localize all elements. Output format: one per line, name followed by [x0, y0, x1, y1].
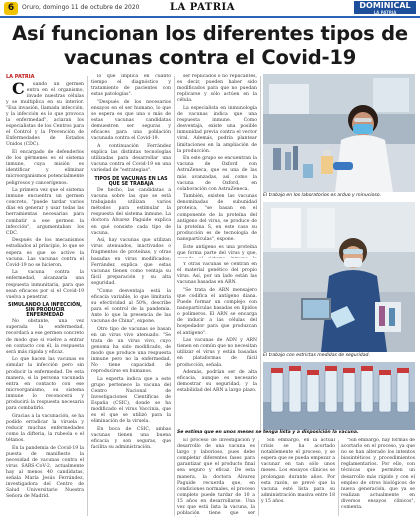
supplement-sub: LA PATRIA — [373, 10, 397, 15]
supplement-name: DOMINICAL — [359, 1, 411, 10]
photo-caption: Se estima que en unos meses se tenga lista y a disposición la vacuna. — [177, 430, 359, 435]
paragraph: La vacuna contra la enfermedad, alcanzaría una respuesta inmunitaria, para que sean eficaces por si el Covid-19 vuelva a penetrar. — [6, 270, 84, 300]
supplement-logo — [354, 1, 416, 14]
paragraph: También, existen las vacunas denominadas de subunidad proteica, "se basan en el componente de la proteína del antígeno del virus, se produce de la proteína S, en este caso su producción es de tecnología de nanopartículas", expone. — [177, 194, 257, 242]
column-divider — [87, 76, 88, 516]
paragraph: "Como desventaja está la eficacia variable, lo que limitaría su efectividad al 50%, describe para el control de la pandemia. Ante lo que la presencia de las vacunas de China", expone. — [91, 288, 171, 324]
column-divider — [258, 440, 259, 516]
article-column-3-continued — [177, 262, 257, 427]
page-header — [0, 0, 420, 18]
lab-scientist-photo — [263, 74, 415, 192]
article-column-1 — [6, 74, 84, 516]
photo-caption: El trabajo en los laboratorios es arduo y minucioso. — [263, 193, 382, 198]
issue-date: Oruro, domingo 11 de octubre de 2020 — [22, 4, 140, 11]
paragraph: Lo que hacen las vacunas es simular la infección pero sin producir la enfermedad. De esta manera, si la persona vacunada entra en contacto con ese microorganismo, su sistema inmune lo reconocerá y producirá la respuesta necesaria para combatirlo. — [6, 357, 84, 412]
article-column-3 — [177, 74, 257, 258]
vaccine-vials-photo — [263, 362, 415, 430]
paragraph: Así, hay vacunas que utilizan virus atenuados, inactivados o fragmentos de proteínas, y otras basadas en virus modificados; Ferrández explica que estas vacunas tienen como ventaja su fácil preparación y su alta seguridad. — [91, 238, 171, 286]
paragraph: Además, podrían ser de alta eficacia, aunque es necesario demostrar su seguridad, y la estabilidad del ARN a largo plazo. — [177, 370, 257, 394]
paragraph: C uando un germen entra en el organismo, invade nuestras células y se multiplica en su interior. "Esa invasión, llamada infección, y la infección es lo que provoca la enfermedad", aclaran los especialistas de los Centros para el Control y la Prevención de Enfermedades de Estados Unidos (CDC). — [6, 78, 84, 148]
section-heading: TIPOS DE VACUNAS EN LAS QUE SE TRABAJA — [94, 176, 168, 187]
paragraph: El proceso de investigación y desarrollo de una vacuna es largo y laborioso, pues debe completar diferentes fases para garantizar que el producto final sea seguro y eficaz. De esta manera, la doctora Álvarez Paguide recuerda que, en condiciones normales, el proceso completo puede tardar de 10 a 15 años en desarrollarse. Una vez que está lista la vacuna, la población tiene que ser — [177, 438, 255, 517]
photo-caption: El trabajo con estrictas medidas de seguridad. — [263, 353, 370, 358]
paragraph: Y otras vacunas se centran en el material genético del propio virus. Así, por un lado están las vacunas basadas en ARN. — [177, 262, 257, 286]
paragraph: La primera vez que el sistema inmune encuentra un germen concreto, "puede tardar varios días en generar y usar todas las herramientas necesarias para combatir a ese germen la infección", argumentaban los CDC. — [6, 188, 84, 236]
paragraph: Las vacunas de ADN y ARN tienen en común que no necesitan utilizar el virus y están basadas en plataformas de fácil producción, señala. — [177, 338, 257, 368]
paragraph: lo que implica en cuanto tiempo el diagnóstico y tratamiento de pacientes con estas patologías". — [91, 74, 171, 98]
paragraph: Otro tipo de vacunas se basan en un virus vivo atenuado. "Se trata de un virus vivo, cuyo genoma ha sido modificado, de modo que produce una respuesta inmune pero no la enfermedad. No tiene capacidad de reproducirse en humanos. — [91, 326, 171, 375]
column-divider — [338, 440, 339, 516]
bottom-column-1 — [177, 438, 255, 517]
column-divider — [174, 76, 175, 516]
paragraph: De hecho, las candidatas a vacuna sobre las que se está trabajando utilizan varios métodos para estimular la respuesta del sistema inmune. La doctora Álvarez Paguide explica en qué consiste cada tipo de vacuna. — [91, 188, 171, 236]
newspaper-name: LA PATRIA — [170, 2, 235, 13]
paragraph: En boca de CSIC, ambas vacunas tienen una buena eficacia y son seguras, que facilita su administración. — [91, 427, 171, 451]
drop-cap: C — [12, 78, 25, 98]
headline: Así funcionan los diferentes tipos de vacunas contra el Covid-19 — [12, 22, 408, 69]
paragraph: Después de los mecanismos estudiados al principio, lo que se espera es que se active la vacuna. Las vacunas contra el Covid-19 no se hicieron. — [6, 238, 84, 268]
bottom-column-2 — [261, 438, 335, 517]
kicker: LA PATRIA — [6, 74, 35, 80]
lab-safety-photo — [263, 202, 415, 352]
paragraph: "Después de los necesarios ensayos en el ser humano, lo que se espera es que una o más de estas vacunas candidatas demuestren ser seguras y eficaces para una población vacunada contra el Covid-19. — [91, 99, 171, 142]
section-heading: SIMULANDO LA INFECCIÓN, SIN PRODUCIR ENFERMEDAD — [8, 302, 82, 318]
header-divider — [0, 16, 420, 18]
paragraph: "Se trata de ARN mensajero que codifica el antígeno diana. Puede formar un complejo con nanopartículas basadas en lípidos o polímeros. El ARN se encarga de inducir a las células del hospedador para que produzcan el antígeno". — [177, 287, 257, 336]
paragraph: A continuación Ferrández explica las distintas tecnologías utilizadas para desarrollar una vacuna contra el Covid-19 en una variedad de "estrategias". — [91, 144, 171, 174]
article-column-2 — [91, 74, 171, 516]
paragraph: "Sin embargo, hay formas de acortarlo en el proceso, ya que no se han alterado los intentos biosintéticos y procedimientos reglamentarios. Por ello, con técnicas que permiten un desarrollo más rápido y con el empleo de otros biológicos de nueva generación, que ya se realizan actualmente en diversos ensayos clínicos", comenta. — [341, 438, 415, 511]
paragraph: El encargado de defenderlos de los gérmenes es el sistema inmune, cuya misión es identificar y eliminar microorganismos potencialmente peligrosos y cancerígenos. — [6, 150, 84, 186]
paragraph: En este grupo se encuentran la vacuna de Oxford con AstraZeneca, que es una de las más avanzadas, así como la vacuna de Oxford, en colaboración con AstraZeneca. — [177, 156, 257, 192]
page-number: 6 — [4, 2, 18, 15]
paragraph: Este antígeno es una proteína que forma parte del virus y que, — [177, 244, 257, 256]
paragraph: ser replicados o no replicantes, es decir, pueden haber sido modificados para que no puedan replicarse y sólo actúen en la célula. — [177, 74, 257, 104]
paragraph: Gracias a la vacunación, se ha podido erradicar la viruela y reducir muchas enfermedades como la difteria, la rubeola o el tétanos. — [6, 413, 84, 444]
column-divider — [260, 76, 261, 430]
paragraph: La experta indica que a este grupo pertenece la vacuna del Centro Nacional de Investigaciones Científicas de España (CSIC), donde se ha modificado el virus Vaccinia, que es el que se utilizó para la eliminación de la viruela. — [91, 376, 171, 425]
paragraph: La especialista en inmunología de vacunas indica que una respuesta inmune. Como desventaja, existe una posible inmunidad previa contra el vector viral. Además, podría plantear limitaciones en la ampliación de la producción. — [177, 105, 257, 154]
paragraph: Sin embargo, en la actual crisis se ha acortado notablemente el proceso, y se espera que se pueda empezar a vacunar en tan sólo unos meses. Los ensayos clínicos se prolongan durante años. Por esta razón, se prevé que la vacuna esté lista para su administración masiva entre 18 y 15 años. — [261, 438, 335, 504]
bottom-column-3 — [341, 438, 415, 517]
paragraph: No obstante, una vez superada la enfermedad, recordará a ese germen concreto de modo que si vuelve a entrar en contacto con él, la respuesta será más rápida y eficaz. — [6, 319, 84, 355]
paragraph: En la pandemia de Covid-19 la puesta de manifiesto la necesidad de vacunas contra el virus SARS-CoV-2, actualmente hay al menos 40 candidatas, señala María Jesús Ferrández, investigadora del Centro de Salud Universitario Nuestra Señora de Madrid. — [6, 445, 84, 500]
